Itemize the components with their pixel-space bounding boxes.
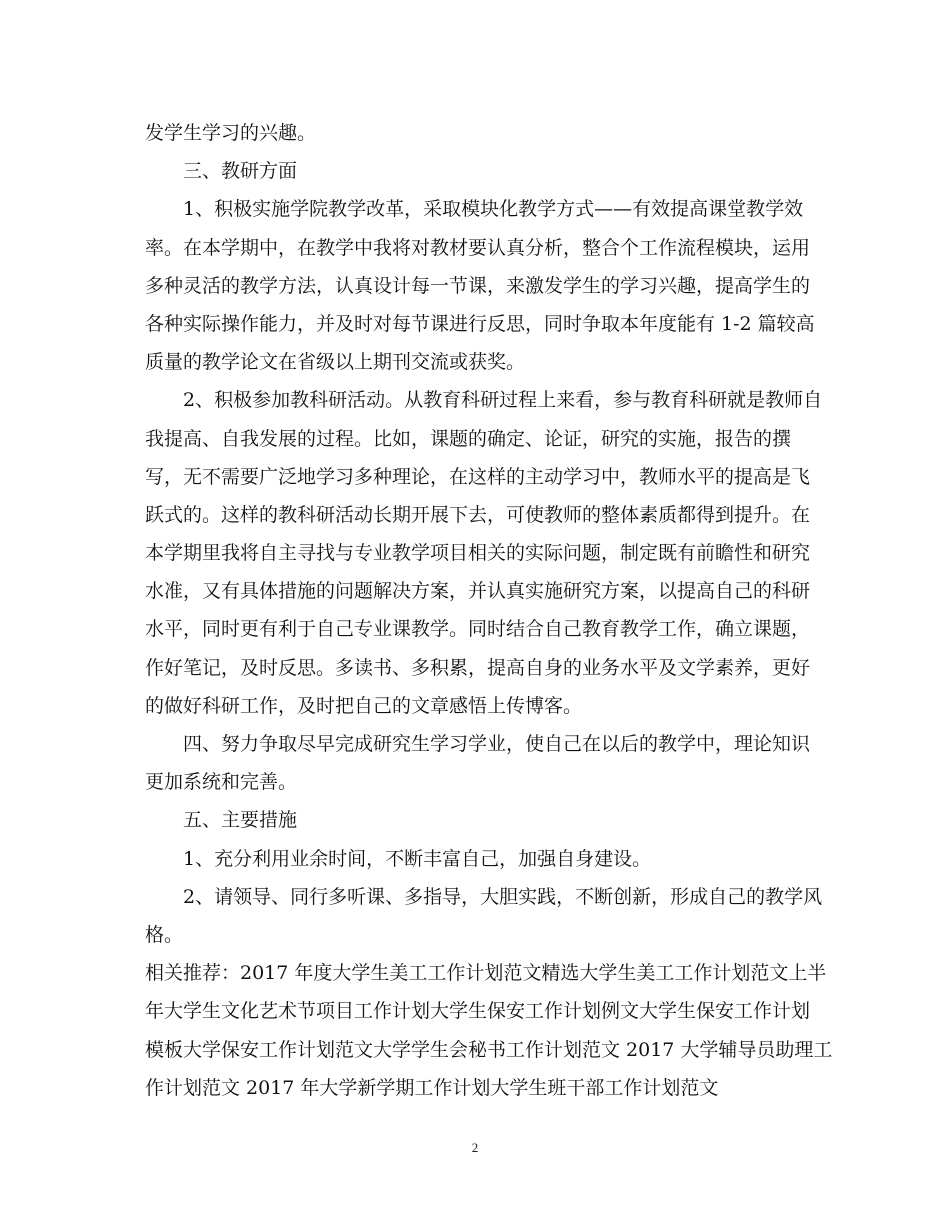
text-line: 率。在本学期中，在教学中我将对教材要认真分析，整合个工作流程模块，运用 [145, 236, 811, 259]
text-line: 1、充分利用业余时间，不断丰富自己，加强自身建设。 [183, 847, 652, 870]
related-recommendations [145, 954, 833, 1107]
related-line: 模板大学保安工作计划范文大学学生会秘书工作计划范文 2017 大学辅导员助理工 [145, 1038, 833, 1061]
text-line: 格。 [145, 923, 184, 946]
related-line: 作计划范文 2017 年大学新学期工作计划大学生班干部工作计划范文 [145, 1076, 719, 1099]
document-body [145, 114, 833, 1107]
text-line: 水平，同时更有利于自己专业课教学。同时结合自己教育教学工作，确立课题， [145, 618, 811, 641]
text-line: 发学生学习的兴趣。 [145, 122, 317, 144]
text-line: 三、教研方面 [183, 160, 298, 183]
text-line: 作好笔记，及时反思。多读书、多积累，提高自身的业务水平及文学素养，更好 [145, 656, 811, 679]
text-line: 2、积极参加教科研活动。从教育科研过程上来看，参与教育科研就是教师自 [183, 389, 823, 412]
text-line: 多种灵活的教学方法，认真设计每一节课，来激发学生的学习兴趣，提高学生的 [145, 274, 811, 297]
text-line: 1、积极实施学院教学改革，采取模块化教学方式——有效提高课堂教学效 [183, 198, 804, 221]
paragraph-lines [145, 114, 823, 954]
related-line: 相关推荐：2017 年度大学生美工工作计划范文精选大学生美工工作计划范文上半 [145, 962, 827, 985]
text-line: 水准，又有具体措施的问题解决方案，并认真实施研究方案，以提高自己的科研 [145, 580, 811, 603]
page-number: 2 [471, 1140, 479, 1155]
text-line: 本学期里我将自主寻找与专业教学项目相关的实际问题，制定既有前瞻性和研究 [145, 542, 811, 565]
related-line: 年大学生文化艺术节项目工作计划大学生保安工作计划例文大学生保安工作计划 [145, 1000, 811, 1023]
text-line: 质量的教学论文在省级以上期刊交流或获奖。 [145, 351, 526, 374]
text-line: 2、请领导、同行多听课、多指导，大胆实践，不断创新，形成自己的教学风 [183, 885, 823, 908]
text-line: 我提高、自我发展的过程。比如，课题的确定、论证，研究的实施，报告的撰 [145, 427, 792, 450]
text-line: 五、主要措施 [183, 809, 298, 832]
text-line: 的做好科研工作，及时把自己的文章感悟上传博客。 [145, 694, 583, 717]
text-line: 写，无不需要广泛地学习多种理论，在这样的主动学习中，教师水平的提高是飞 [145, 465, 811, 488]
text-line: 四、努力争取尽早完成研究生学习学业，使自己在以后的教学中，理论知识 [183, 733, 811, 755]
text-line: 各种实际操作能力，并及时对每节课进行反思，同时争取本年度能有 1-2 篇较高 [145, 312, 815, 335]
text-line: 跃式的。这样的教科研活动长期开展下去，可使教师的整体素质都得到提升。在 [145, 503, 811, 526]
text-line: 更加系统和完善。 [145, 771, 298, 794]
